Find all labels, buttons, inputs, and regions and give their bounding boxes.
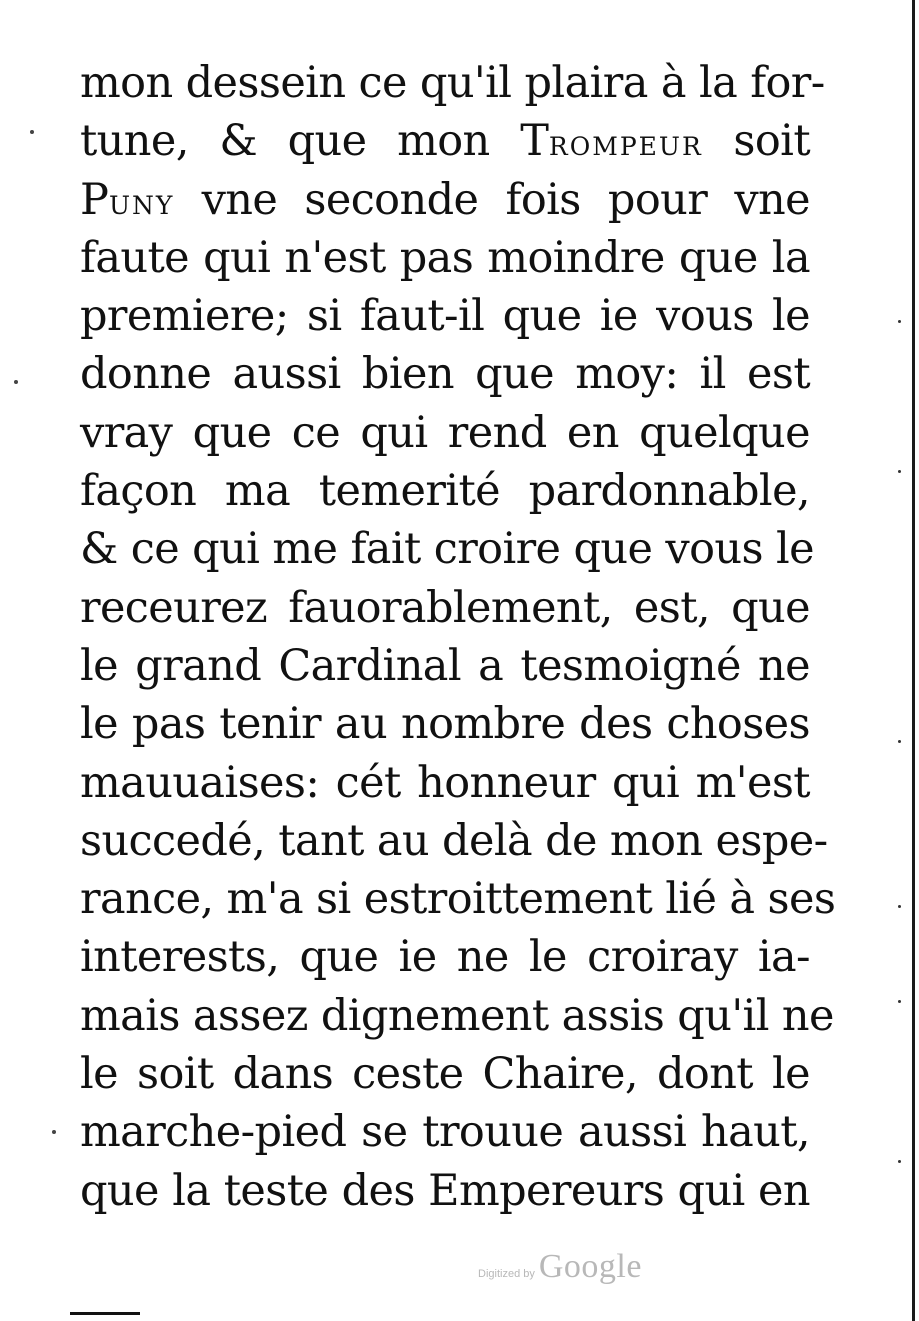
text-line: que la teste des Empereurs qui en	[80, 1165, 810, 1216]
text-line: mauuaises: cét honneur qui m'est	[80, 757, 810, 808]
google-logo: Google	[538, 1248, 642, 1285]
text-line: mon dessein ce qu'il plaira à la for-	[80, 58, 825, 108]
text-fragment: vne seconde fois pour vne	[201, 174, 810, 225]
text-fragment: tune, & que mon	[80, 116, 490, 167]
scan-speck	[30, 130, 34, 134]
text-line: marche-pied se trouue aussi haut,	[80, 1107, 810, 1158]
watermark-prefix: Digitized by	[478, 1268, 535, 1280]
scan-speck	[52, 1130, 56, 1134]
page-edge-specks	[895, 0, 901, 1321]
body-text	[80, 54, 836, 1220]
text-line: succedé, tant au delà de mon espe-	[80, 815, 828, 866]
text-line: receurez fauorablement, est, que	[80, 582, 810, 633]
text-line: le soit dans ceste Chaire, dont le	[80, 1049, 810, 1100]
scan-speck	[14, 380, 18, 384]
bottom-edge-mark	[70, 1312, 140, 1315]
text-line: interests, que ie ne le croiray ia-	[80, 932, 810, 983]
smallcaps-rest: UNY	[108, 190, 175, 220]
smallcaps-rest: ROMPEUR	[548, 132, 703, 162]
text-line: premiere; si faut-il que ie vous le	[80, 291, 810, 342]
text-line	[80, 112, 810, 170]
text-fragment: soit	[733, 116, 810, 167]
smallcaps-name	[520, 116, 703, 167]
smallcaps-initial: T	[520, 116, 549, 167]
text-line: façon ma temerité pardonnable,	[80, 466, 810, 517]
text-line: le pas tenir au nombre des choses	[80, 699, 810, 750]
text-line: mais assez dignement assis qu'il ne	[80, 990, 834, 1041]
text-line: vray que ce qui rend en quelque	[80, 407, 810, 458]
text-line: faute qui n'est pas moindre que la	[80, 232, 810, 283]
text-line: donne aussi bien que moy: il est	[80, 349, 810, 400]
page-edge-line	[912, 0, 915, 1321]
smallcaps-name	[80, 174, 175, 225]
smallcaps-initial: P	[80, 174, 109, 225]
text-line: & ce qui me fait croire que vous le	[80, 524, 815, 575]
text-line: le grand Cardinal a tesmoigné ne	[80, 640, 810, 691]
text-line: rance, m'a si estroittement lié à ses	[80, 874, 836, 925]
digitized-watermark	[478, 1248, 678, 1298]
text-line	[80, 171, 810, 229]
